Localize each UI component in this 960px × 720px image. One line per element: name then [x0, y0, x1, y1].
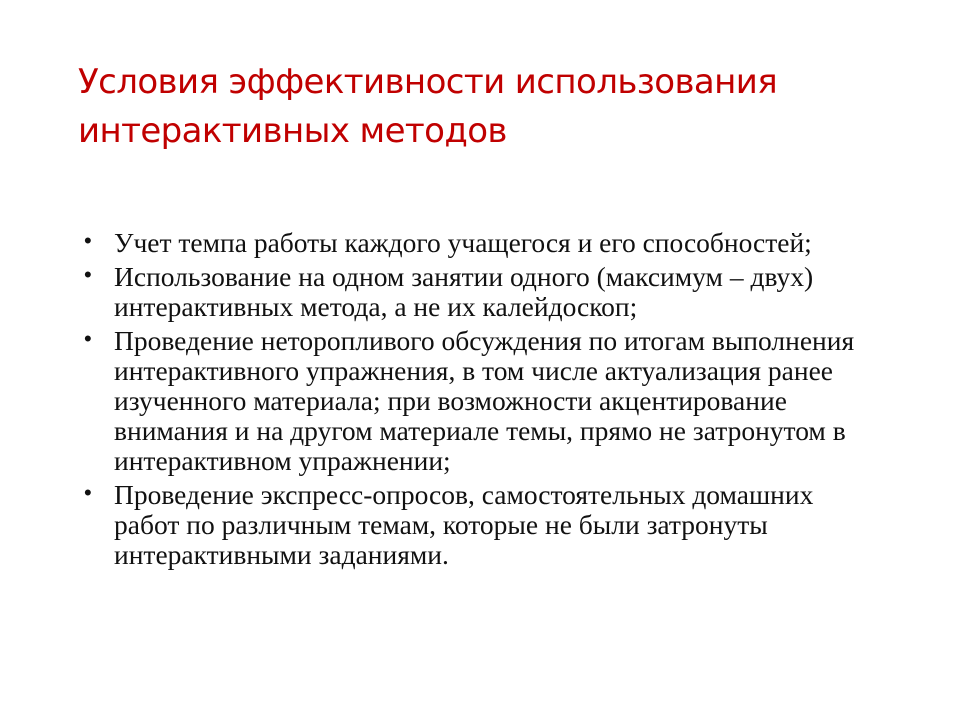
- bullet-item: [84, 228, 884, 258]
- slide-title: [78, 58, 918, 156]
- bullet-dot-icon: •: [84, 480, 92, 505]
- bullet-text: Использование на одном занятии одного (максимум – двух) интерактивных метода, а не их калейдоскоп;: [114, 261, 814, 322]
- bullet-text: Проведение неторопливого обсуждения по итогам выполнения интерактивного упражнения, в том числе актуализация ранее изученного материала; при возможности акцентирование внимания и на другом материале темы, прямо не затронутом в интерактивном упражнении;: [114, 325, 855, 476]
- slide-title-line-2: интерактивных методов: [78, 111, 507, 151]
- bullet-text: Учет темпа работы каждого учащегося и его способностей;: [114, 227, 812, 258]
- bullet-list: [84, 228, 884, 574]
- bullet-text: Проведение экспресс-опросов, самостоятельных домашних работ по различным темам, которые не были затронуты интерактивными заданиями.: [114, 479, 814, 570]
- bullet-item: [84, 326, 884, 476]
- bullet-dot-icon: •: [84, 228, 92, 253]
- bullet-dot-icon: •: [84, 326, 92, 351]
- bullet-item: [84, 262, 884, 322]
- slide-title-line-1: Условия эффективности использования: [78, 62, 778, 102]
- bullet-dot-icon: •: [84, 262, 92, 287]
- bullet-item: [84, 480, 884, 570]
